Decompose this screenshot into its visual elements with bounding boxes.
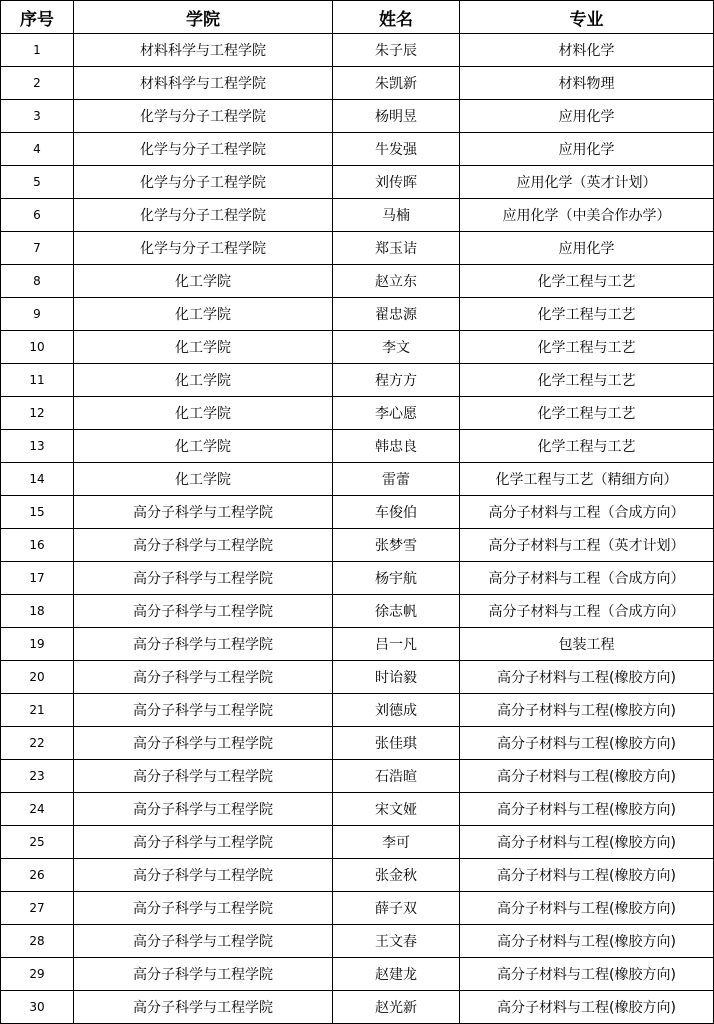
table-row [1,34,714,67]
cell-name: 韩忠良 [333,430,460,463]
cell-name: 薛子双 [333,892,460,925]
cell-name: 王文春 [333,925,460,958]
table-row [1,859,714,892]
cell-college: 化学与分子工程学院 [74,232,333,265]
cell-index: 29 [1,958,74,991]
cell-major: 高分子材料与工程(橡胶方向) [460,694,714,727]
cell-major: 化学工程与工艺 [460,430,714,463]
table-row [1,67,714,100]
cell-index: 27 [1,892,74,925]
cell-major: 化学工程与工艺（精细方向） [460,463,714,496]
cell-college: 材料科学与工程学院 [74,34,333,67]
table-body [1,34,714,1024]
cell-college: 化工学院 [74,298,333,331]
cell-index: 19 [1,628,74,661]
cell-college: 化学与分子工程学院 [74,166,333,199]
cell-index: 2 [1,67,74,100]
cell-name: 郑玉诘 [333,232,460,265]
cell-major: 化学工程与工艺 [460,298,714,331]
cell-major: 应用化学 [460,133,714,166]
cell-name: 宋文娅 [333,793,460,826]
table-row [1,298,714,331]
cell-name: 李文 [333,331,460,364]
cell-name: 刘德成 [333,694,460,727]
cell-college: 高分子科学与工程学院 [74,859,333,892]
cell-major: 材料化学 [460,34,714,67]
cell-name: 翟忠源 [333,298,460,331]
cell-major: 高分子材料与工程(橡胶方向) [460,826,714,859]
cell-index: 3 [1,100,74,133]
cell-major: 高分子材料与工程(橡胶方向) [460,760,714,793]
cell-major: 高分子材料与工程(橡胶方向) [460,925,714,958]
cell-name: 程方方 [333,364,460,397]
cell-major: 高分子材料与工程（英才计划） [460,529,714,562]
cell-index: 30 [1,991,74,1024]
cell-college: 化工学院 [74,397,333,430]
cell-name: 吕一凡 [333,628,460,661]
cell-name: 时诒毅 [333,661,460,694]
cell-index: 8 [1,265,74,298]
table-row [1,331,714,364]
cell-major: 化学工程与工艺 [460,331,714,364]
cell-major: 应用化学（英才计划） [460,166,714,199]
cell-major: 化学工程与工艺 [460,397,714,430]
cell-college: 化学与分子工程学院 [74,100,333,133]
cell-college: 高分子科学与工程学院 [74,826,333,859]
cell-college: 高分子科学与工程学院 [74,925,333,958]
header-index: 序号 [1,1,74,34]
cell-major: 高分子材料与工程（合成方向） [460,595,714,628]
table-row [1,364,714,397]
cell-name: 徐志帆 [333,595,460,628]
cell-index: 18 [1,595,74,628]
table-row [1,595,714,628]
cell-name: 赵光新 [333,991,460,1024]
cell-index: 5 [1,166,74,199]
cell-index: 28 [1,925,74,958]
cell-name: 朱凯新 [333,67,460,100]
cell-name: 杨宇航 [333,562,460,595]
table-row [1,727,714,760]
cell-major: 高分子材料与工程(橡胶方向) [460,991,714,1024]
cell-name: 张佳琪 [333,727,460,760]
cell-college: 高分子科学与工程学院 [74,892,333,925]
cell-name: 李可 [333,826,460,859]
table-row [1,991,714,1024]
cell-college: 高分子科学与工程学院 [74,595,333,628]
cell-major: 高分子材料与工程（合成方向） [460,496,714,529]
header-row [1,1,714,34]
cell-index: 26 [1,859,74,892]
header-college: 学院 [74,1,333,34]
cell-index: 24 [1,793,74,826]
cell-college: 化工学院 [74,331,333,364]
table-row [1,166,714,199]
cell-college: 化工学院 [74,265,333,298]
table-row [1,496,714,529]
cell-index: 14 [1,463,74,496]
table-row [1,826,714,859]
table-row [1,793,714,826]
cell-index: 9 [1,298,74,331]
cell-college: 化工学院 [74,364,333,397]
cell-name: 刘传晖 [333,166,460,199]
cell-name: 赵立东 [333,265,460,298]
cell-college: 高分子科学与工程学院 [74,628,333,661]
cell-college: 化学与分子工程学院 [74,199,333,232]
cell-major: 高分子材料与工程(橡胶方向) [460,661,714,694]
cell-college: 高分子科学与工程学院 [74,760,333,793]
cell-major: 高分子材料与工程(橡胶方向) [460,859,714,892]
table-row [1,463,714,496]
table-header [1,1,714,34]
cell-index: 21 [1,694,74,727]
cell-name: 张梦雪 [333,529,460,562]
table-row [1,628,714,661]
table-row [1,661,714,694]
table-row [1,760,714,793]
cell-college: 化学与分子工程学院 [74,133,333,166]
cell-major: 高分子材料与工程(橡胶方向) [460,727,714,760]
cell-name: 杨明昱 [333,100,460,133]
table-row [1,430,714,463]
cell-index: 23 [1,760,74,793]
cell-major: 高分子材料与工程(橡胶方向) [460,892,714,925]
cell-major: 应用化学（中美合作办学） [460,199,714,232]
table-row [1,133,714,166]
cell-name: 朱子辰 [333,34,460,67]
cell-name: 牛发强 [333,133,460,166]
table-row [1,958,714,991]
table-row [1,562,714,595]
header-major: 专业 [460,1,714,34]
cell-college: 材料科学与工程学院 [74,67,333,100]
cell-college: 高分子科学与工程学院 [74,793,333,826]
cell-college: 高分子科学与工程学院 [74,694,333,727]
cell-college: 化工学院 [74,430,333,463]
cell-index: 17 [1,562,74,595]
table-row [1,199,714,232]
cell-college: 高分子科学与工程学院 [74,496,333,529]
table-row [1,100,714,133]
cell-college: 高分子科学与工程学院 [74,562,333,595]
table-row [1,892,714,925]
cell-index: 10 [1,331,74,364]
cell-index: 22 [1,727,74,760]
table-row [1,397,714,430]
cell-index: 20 [1,661,74,694]
header-name: 姓名 [333,1,460,34]
table-row [1,925,714,958]
cell-college: 高分子科学与工程学院 [74,661,333,694]
cell-major: 化学工程与工艺 [460,364,714,397]
cell-major: 高分子材料与工程(橡胶方向) [460,793,714,826]
cell-name: 赵建龙 [333,958,460,991]
cell-name: 雷蕾 [333,463,460,496]
cell-major: 包装工程 [460,628,714,661]
cell-index: 12 [1,397,74,430]
cell-name: 马楠 [333,199,460,232]
cell-name: 石浩暄 [333,760,460,793]
table-row [1,529,714,562]
cell-major: 应用化学 [460,100,714,133]
cell-major: 高分子材料与工程（合成方向） [460,562,714,595]
cell-college: 高分子科学与工程学院 [74,958,333,991]
table-row [1,232,714,265]
cell-name: 车俊伯 [333,496,460,529]
cell-major: 高分子材料与工程(橡胶方向) [460,958,714,991]
table-row [1,265,714,298]
cell-major: 材料物理 [460,67,714,100]
cell-index: 15 [1,496,74,529]
cell-major: 化学工程与工艺 [460,265,714,298]
cell-index: 1 [1,34,74,67]
cell-index: 16 [1,529,74,562]
cell-college: 高分子科学与工程学院 [74,727,333,760]
cell-major: 应用化学 [460,232,714,265]
cell-name: 李心愿 [333,397,460,430]
cell-index: 11 [1,364,74,397]
cell-college: 化工学院 [74,463,333,496]
cell-index: 4 [1,133,74,166]
cell-college: 高分子科学与工程学院 [74,529,333,562]
cell-index: 7 [1,232,74,265]
cell-college: 高分子科学与工程学院 [74,991,333,1024]
cell-index: 25 [1,826,74,859]
table-row [1,694,714,727]
cell-name: 张金秋 [333,859,460,892]
cell-index: 13 [1,430,74,463]
cell-index: 6 [1,199,74,232]
